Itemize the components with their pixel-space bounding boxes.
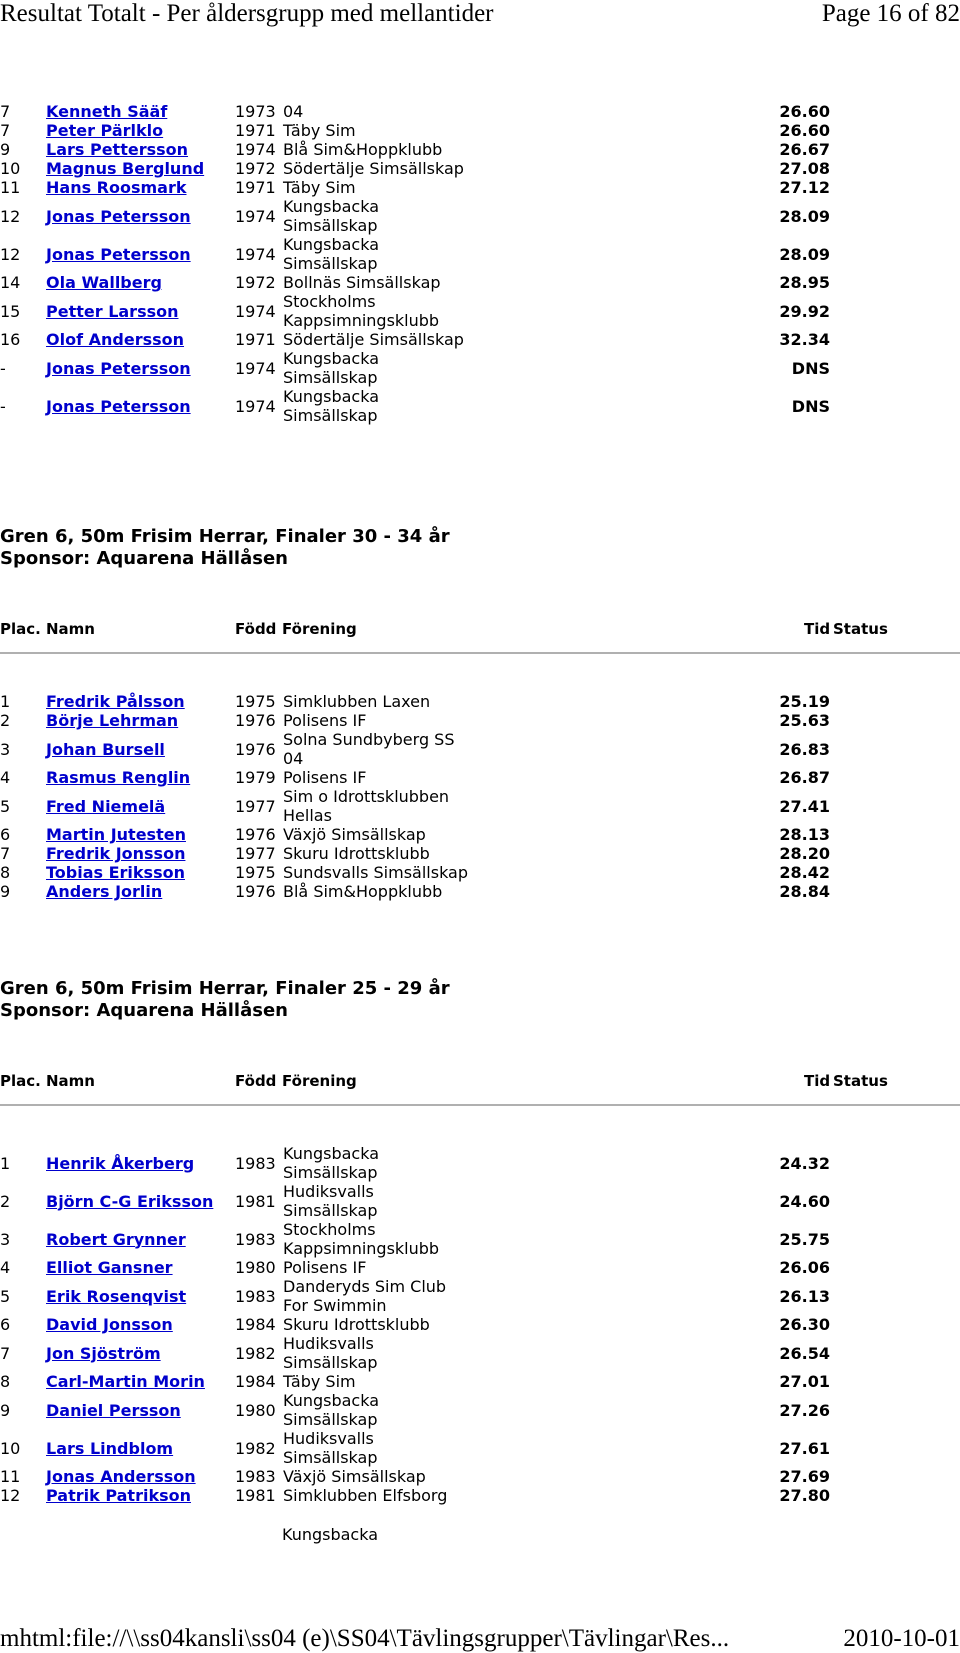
swimmer-name-cell (46, 1334, 235, 1372)
result-status (830, 1315, 960, 1334)
swimmer-name-link[interactable]: Rasmus Renglin (46, 768, 191, 787)
swimmer-name-link[interactable]: Kenneth Sääf (46, 102, 168, 121)
event-sponsor: Sponsor: Aquarena Hällåsen (0, 548, 288, 569)
swimmer-name-link[interactable]: Henrik Åkerberg (46, 1153, 195, 1173)
page-header-title: Resultat Totalt - Per åldersgrupp med mellantider (0, 0, 494, 27)
results-table (0, 102, 960, 425)
club-name: Blå Sim&Hoppklubb (283, 140, 443, 159)
birth-year: 1974 (235, 244, 276, 264)
birth-year: 1974 (235, 396, 276, 416)
results-table (0, 1144, 960, 1505)
birth-year: 1980 (235, 1400, 276, 1420)
birth-year: 1974 (235, 301, 276, 321)
table-row (0, 1315, 960, 1334)
result-status (830, 235, 960, 273)
column-header-plac: Plac. (0, 1072, 41, 1090)
swimmer-name-cell (46, 863, 235, 882)
column-header-plac: Plac. (0, 620, 41, 638)
swimmer-name-link[interactable]: Petter Larsson (46, 301, 179, 321)
table-row (0, 387, 960, 425)
table-row (0, 844, 960, 863)
result-status (830, 730, 960, 768)
header-divider (0, 1104, 960, 1106)
result-time: 26.30 (779, 1315, 830, 1334)
result-time: 27.80 (779, 1486, 830, 1505)
event-title: Gren 6, 50m Frisim Herrar, Finaler 25 - 29 år (0, 978, 450, 999)
result-time: 32.34 (779, 330, 830, 349)
swimmer-name-cell (46, 292, 235, 330)
column-header-status: Status (833, 620, 888, 638)
birth-year: 1983 (235, 1229, 276, 1249)
swimmer-name-cell (46, 1391, 235, 1429)
table-row (0, 1372, 960, 1391)
column-header-forening: Förening (282, 1072, 357, 1090)
club-name: Kungsbacka Simsällskap (283, 387, 380, 425)
header-divider (0, 652, 960, 654)
trailing-club-text: Kungsbacka (282, 1525, 379, 1544)
swimmer-name-link[interactable]: Magnus Berglund (46, 159, 205, 178)
club-name: Simklubben Elfsborg (283, 1486, 448, 1505)
swimmer-name-cell (46, 1372, 235, 1391)
result-time: DNS (791, 396, 830, 416)
result-status (830, 711, 960, 730)
result-place: 6 (0, 1315, 11, 1334)
table-row (0, 1467, 960, 1486)
club-name: Hudiksvalls Simsällskap (283, 1429, 378, 1467)
club-name: Kungsbacka Simsällskap (283, 235, 380, 273)
swimmer-name-cell (46, 1220, 235, 1258)
result-status (830, 768, 960, 787)
swimmer-name-link[interactable]: Johan Bursell (46, 739, 165, 759)
birth-year: 1973 (235, 102, 276, 121)
table-row (0, 235, 960, 273)
result-place: - (0, 358, 6, 378)
club-name: Skuru Idrottsklubb (283, 844, 430, 863)
result-status (830, 1334, 960, 1372)
swimmer-name-link[interactable]: Jonas Petersson (46, 358, 191, 378)
table-row (0, 273, 960, 292)
column-header-tid: Tid (804, 620, 831, 638)
swimmer-name-cell (46, 768, 235, 787)
table-row (0, 1334, 960, 1372)
result-place: 7 (0, 1343, 11, 1363)
club-name: Stockholms Kappsimningsklubb (283, 1220, 440, 1258)
club-name: Hudiksvalls Simsällskap (283, 1182, 378, 1220)
table-row (0, 292, 960, 330)
result-place: 7 (0, 121, 11, 140)
swimmer-name-link[interactable]: Jonas Andersson (46, 1467, 196, 1486)
result-status (830, 863, 960, 882)
club-name: Danderyds Sim Club For Swimmin (283, 1277, 447, 1315)
swimmer-name-link[interactable]: Jonas Petersson (46, 244, 191, 264)
result-place: 12 (0, 244, 21, 264)
result-place: 9 (0, 1400, 11, 1420)
result-time: 27.26 (779, 1400, 830, 1420)
swimmer-name-cell (46, 102, 235, 121)
result-time: 25.75 (779, 1229, 830, 1249)
birth-year: 1977 (235, 796, 276, 816)
result-status (830, 787, 960, 825)
result-status (830, 1391, 960, 1429)
swimmer-name-link[interactable]: Daniel Persson (46, 1400, 181, 1420)
swimmer-name-cell (46, 1429, 235, 1467)
result-place: 2 (0, 711, 11, 730)
result-place: 7 (0, 844, 11, 863)
result-status (830, 1467, 960, 1486)
column-header-namn: Namn (46, 1072, 95, 1090)
swimmer-name-link[interactable]: Anders Jorlin (46, 882, 163, 901)
result-status (830, 330, 960, 349)
footer-file-path: mhtml:file://\\ss04kansli\ss04 (e)\SS04\Tävlingsgrupper\Tävlingar\Res... (0, 1625, 730, 1652)
swimmer-name-link[interactable]: David Jonsson (46, 1315, 173, 1334)
birth-year: 1974 (235, 206, 276, 226)
swimmer-name-link[interactable]: Peter Pärlklo (46, 121, 164, 140)
result-place: 5 (0, 1286, 11, 1306)
swimmer-name-cell (46, 882, 235, 901)
swimmer-name-cell (46, 692, 235, 711)
birth-year: 1984 (235, 1372, 276, 1391)
swimmer-name-link[interactable]: Lars Lindblom (46, 1438, 174, 1458)
swimmer-name-cell (46, 140, 235, 159)
birth-year: 1974 (235, 140, 276, 159)
birth-year: 1983 (235, 1467, 276, 1486)
result-status (830, 1182, 960, 1220)
table-row (0, 768, 960, 787)
column-header-status: Status (833, 1072, 888, 1090)
result-time: 28.09 (779, 244, 830, 264)
column-header-row (0, 1072, 960, 1092)
result-status (830, 387, 960, 425)
result-time: 28.95 (779, 273, 830, 292)
results-table (0, 692, 960, 901)
result-status (830, 1486, 960, 1505)
column-header-row (0, 620, 960, 640)
result-time: 27.12 (779, 178, 830, 197)
table-row (0, 178, 960, 197)
swimmer-name-cell (46, 730, 235, 768)
club-name: Kungsbacka Simsällskap (283, 1144, 380, 1182)
swimmer-name-cell (46, 1467, 235, 1486)
birth-year: 1981 (235, 1191, 276, 1211)
club-name: Växjö Simsällskap (283, 1467, 426, 1486)
table-row (0, 825, 960, 844)
club-name: Solna Sundbyberg SS 04 (283, 730, 455, 768)
swimmer-name-cell (46, 825, 235, 844)
club-name: Täby Sim (283, 1372, 356, 1391)
footer-date: 2010-10-01 (843, 1625, 960, 1652)
result-time: 28.09 (779, 206, 830, 226)
result-place: 12 (0, 206, 21, 226)
swimmer-name-link[interactable]: Jonas Petersson (46, 396, 191, 416)
result-place: 6 (0, 825, 11, 844)
result-status (830, 292, 960, 330)
result-place: 9 (0, 140, 11, 159)
result-place: 8 (0, 1372, 11, 1391)
column-header-tid: Tid (804, 1072, 831, 1090)
club-name: Simklubben Laxen (283, 692, 431, 711)
swimmer-name-link[interactable]: Carl-Martin Morin (46, 1372, 205, 1391)
table-row (0, 1144, 960, 1182)
result-time: 25.63 (779, 711, 830, 730)
result-time: 26.60 (779, 102, 830, 121)
result-time: 27.08 (779, 159, 830, 178)
result-place: 1 (0, 1153, 11, 1173)
result-time: 26.87 (779, 768, 830, 787)
result-status (830, 273, 960, 292)
swimmer-name-cell (46, 235, 235, 273)
table-row (0, 1182, 960, 1220)
table-row (0, 1220, 960, 1258)
table-row (0, 197, 960, 235)
result-place: 4 (0, 1258, 11, 1277)
birth-year: 1974 (235, 358, 276, 378)
swimmer-name-cell (46, 844, 235, 863)
column-header-fodd: Född (235, 1072, 277, 1090)
result-place: 3 (0, 1229, 11, 1249)
swimmer-name-cell (46, 1486, 235, 1505)
event-sponsor: Sponsor: Aquarena Hällåsen (0, 1000, 288, 1021)
swimmer-name-cell (46, 121, 235, 140)
table-row (0, 140, 960, 159)
club-name: Bollnäs Simsällskap (283, 273, 441, 292)
result-time: 24.60 (779, 1191, 830, 1211)
birth-year: 1977 (235, 844, 276, 863)
result-place: 10 (0, 1438, 21, 1458)
club-name: Täby Sim (283, 121, 356, 140)
table-row (0, 330, 960, 349)
result-status (830, 825, 960, 844)
column-header-forening: Förening (282, 620, 357, 638)
result-place: 11 (0, 1467, 21, 1486)
club-name: Stockholms Kappsimningsklubb (283, 292, 440, 330)
result-status (830, 197, 960, 235)
result-time: 26.60 (779, 121, 830, 140)
result-time: 26.06 (779, 1258, 830, 1277)
swimmer-name-link[interactable]: Hans Roosmark (46, 178, 187, 197)
result-place: 14 (0, 273, 21, 292)
result-status (830, 1144, 960, 1182)
swimmer-name-link[interactable]: Fredrik Jonsson (46, 844, 186, 863)
swimmer-name-link[interactable]: Jon Sjöström (46, 1343, 161, 1363)
birth-year: 1972 (235, 273, 276, 292)
result-place: 12 (0, 1486, 21, 1505)
club-name: Kungsbacka Simsällskap (283, 197, 380, 235)
result-time: 28.42 (779, 863, 830, 882)
swimmer-name-link[interactable]: Martin Jutesten (46, 825, 186, 844)
club-name: Sim o Idrottsklubben Hellas (283, 787, 450, 825)
result-status (830, 1258, 960, 1277)
swimmer-name-link[interactable]: Börje Lehrman (46, 711, 179, 730)
club-name: Skuru Idrottsklubb (283, 1315, 430, 1334)
club-name: 04 (283, 102, 304, 121)
club-name: Kungsbacka Simsällskap (283, 1391, 380, 1429)
swimmer-name-cell (46, 711, 235, 730)
swimmer-name-link[interactable]: Olof Andersson (46, 330, 185, 349)
column-header-namn: Namn (46, 620, 95, 638)
result-time: 26.13 (779, 1286, 830, 1306)
result-status (830, 692, 960, 711)
result-place: 11 (0, 178, 21, 197)
result-time: 28.84 (779, 882, 830, 901)
result-time: 26.83 (779, 739, 830, 759)
table-row (0, 102, 960, 121)
result-place: 5 (0, 796, 11, 816)
result-time: 28.20 (779, 844, 830, 863)
birth-year: 1971 (235, 178, 276, 197)
swimmer-name-link[interactable]: Patrik Patrikson (46, 1486, 191, 1505)
birth-year: 1984 (235, 1315, 276, 1334)
table-row (0, 1277, 960, 1315)
result-place: 1 (0, 692, 11, 711)
club-name: Täby Sim (283, 178, 356, 197)
birth-year: 1976 (235, 882, 276, 901)
result-time: 29.92 (779, 301, 830, 321)
swimmer-name-cell (46, 387, 235, 425)
birth-year: 1981 (235, 1486, 276, 1505)
club-name: Hudiksvalls Simsällskap (283, 1334, 378, 1372)
table-row (0, 349, 960, 387)
birth-year: 1982 (235, 1343, 276, 1363)
table-row (0, 1429, 960, 1467)
result-time: 27.61 (779, 1438, 830, 1458)
result-status (830, 1372, 960, 1391)
result-place: 7 (0, 102, 11, 121)
swimmer-name-link[interactable]: Ola Wallberg (46, 273, 162, 292)
swimmer-name-cell (46, 273, 235, 292)
result-time: 26.67 (779, 140, 830, 159)
birth-year: 1971 (235, 121, 276, 140)
swimmer-name-link[interactable]: Jonas Petersson (46, 206, 191, 226)
birth-year: 1976 (235, 739, 276, 759)
result-time: 27.01 (779, 1372, 830, 1391)
birth-year: 1971 (235, 330, 276, 349)
birth-year: 1975 (235, 863, 276, 882)
result-time: 27.69 (779, 1467, 830, 1486)
swimmer-name-cell (46, 1144, 235, 1182)
birth-year: 1980 (235, 1258, 276, 1277)
table-row (0, 882, 960, 901)
birth-year: 1976 (235, 825, 276, 844)
table-row (0, 711, 960, 730)
swimmer-name-cell (46, 1258, 235, 1277)
table-row (0, 159, 960, 178)
club-name: Polisens IF (283, 1258, 367, 1277)
birth-year: 1982 (235, 1438, 276, 1458)
club-name: Södertälje Simsällskap (283, 159, 464, 178)
result-place: 16 (0, 330, 21, 349)
result-status (830, 140, 960, 159)
table-row (0, 121, 960, 140)
result-status (830, 159, 960, 178)
club-name: Kungsbacka Simsällskap (283, 349, 380, 387)
swimmer-name-cell (46, 1277, 235, 1315)
event-title: Gren 6, 50m Frisim Herrar, Finaler 30 - 34 år (0, 526, 450, 547)
result-place: 2 (0, 1191, 11, 1211)
club-name: Polisens IF (283, 711, 367, 730)
result-status (830, 882, 960, 901)
swimmer-name-cell (46, 197, 235, 235)
result-place: 3 (0, 739, 11, 759)
swimmer-name-link[interactable]: Erik Rosenqvist (46, 1286, 187, 1306)
table-row (0, 787, 960, 825)
birth-year: 1983 (235, 1153, 276, 1173)
result-time: 25.19 (779, 692, 830, 711)
table-row (0, 863, 960, 882)
result-place: 9 (0, 882, 11, 901)
birth-year: 1983 (235, 1286, 276, 1306)
club-name: Polisens IF (283, 768, 367, 787)
result-place: 4 (0, 768, 11, 787)
swimmer-name-cell (46, 1182, 235, 1220)
result-time: DNS (791, 358, 830, 378)
birth-year: 1975 (235, 692, 276, 711)
club-name: Blå Sim&Hoppklubb (283, 882, 443, 901)
club-name: Växjö Simsällskap (283, 825, 426, 844)
swimmer-name-link[interactable]: Lars Pettersson (46, 140, 189, 159)
result-place: - (0, 396, 6, 416)
result-status (830, 844, 960, 863)
result-time: 24.32 (779, 1153, 830, 1173)
result-time: 26.54 (779, 1343, 830, 1363)
table-row (0, 1486, 960, 1505)
result-time: 28.13 (779, 825, 830, 844)
table-row (0, 1391, 960, 1429)
result-status (830, 102, 960, 121)
swimmer-name-cell (46, 178, 235, 197)
birth-year: 1976 (235, 711, 276, 730)
table-row (0, 730, 960, 768)
swimmer-name-cell (46, 159, 235, 178)
swimmer-name-cell (46, 787, 235, 825)
swimmer-name-cell (46, 330, 235, 349)
swimmer-name-link[interactable]: Robert Grynner (46, 1229, 186, 1249)
swimmer-name-link[interactable]: Fred Niemelä (46, 796, 166, 816)
result-status (830, 121, 960, 140)
result-place: 8 (0, 863, 11, 882)
table-row (0, 1258, 960, 1277)
swimmer-name-link[interactable]: Fredrik Pålsson (46, 692, 185, 711)
swimmer-name-cell (46, 1315, 235, 1334)
swimmer-name-cell (46, 349, 235, 387)
result-time: 27.41 (779, 796, 830, 816)
result-status (830, 1220, 960, 1258)
column-header-fodd: Född (235, 620, 277, 638)
result-status (830, 349, 960, 387)
table-row (0, 692, 960, 711)
result-place: 15 (0, 301, 21, 321)
club-name: Sundsvalls Simsällskap (283, 863, 469, 882)
swimmer-name-link[interactable]: Björn C-G Eriksson (46, 1191, 214, 1211)
swimmer-name-link[interactable]: Tobias Eriksson (46, 863, 185, 882)
birth-year: 1972 (235, 159, 276, 178)
result-place: 10 (0, 159, 21, 178)
result-status (830, 1429, 960, 1467)
result-status (830, 1277, 960, 1315)
birth-year: 1979 (235, 768, 276, 787)
club-name: Södertälje Simsällskap (283, 330, 464, 349)
page-number: Page 16 of 82 (821, 0, 960, 27)
swimmer-name-link[interactable]: Elliot Gansner (46, 1258, 173, 1277)
result-status (830, 178, 960, 197)
